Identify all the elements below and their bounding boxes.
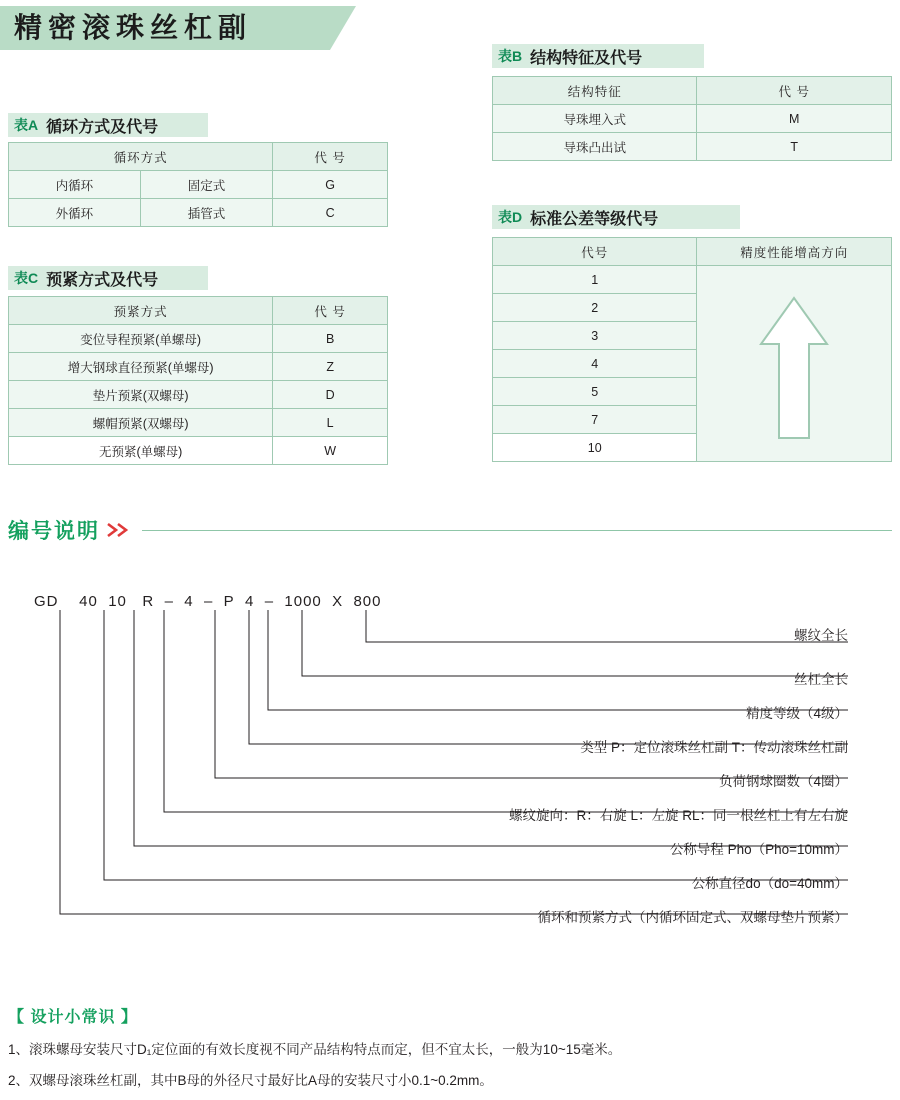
design-tip-item: 2、双螺母滚珠丝杠副，其中B母的外径尺寸最好比A母的安装尺寸小0.1~0.2mm。 (8, 1073, 493, 1088)
table-b-caption (492, 44, 704, 68)
table-b (492, 76, 892, 161)
table-row (493, 105, 892, 133)
table-row (9, 199, 388, 227)
table-c-cell: 螺帽预紧(双螺母) (9, 409, 273, 437)
table-d-cell: 2 (493, 294, 697, 322)
double-chevron-right-icon (106, 522, 132, 538)
table-c-cell: L (273, 409, 388, 437)
design-tips-heading: 【 设计小常识 】 (8, 1009, 138, 1026)
table-row (9, 353, 388, 381)
table-b-header-row (493, 77, 892, 105)
table-c-col-header-1: 代 号 (273, 297, 388, 325)
table-d-cell: 7 (493, 406, 697, 434)
table-d-cell: 5 (493, 378, 697, 406)
table-a-cell: 内循环 (9, 171, 141, 199)
leader-line-diagram (0, 560, 900, 965)
code-part-thread-length: 800 (353, 593, 382, 610)
section-title: 编号说明 (8, 520, 100, 543)
code-dash-1: – (164, 593, 174, 610)
banner-tail-shape (330, 6, 356, 50)
table-c (8, 296, 388, 465)
code-part-do: 40 (79, 593, 98, 610)
table-d-col-header-1: 精度性能增高方向 (697, 238, 892, 266)
table-a-cell: 插管式 (140, 199, 273, 227)
table-d-cell: 3 (493, 322, 697, 350)
up-arrow-icon (759, 292, 829, 445)
table-a-col-header-1: 代 号 (273, 143, 388, 171)
table-d-header-row (493, 238, 892, 266)
table-d-tag: 表D (498, 209, 523, 225)
table-a-cell: C (273, 199, 388, 227)
table-row (9, 437, 388, 465)
table-c-tag: 表C (14, 270, 39, 286)
table-row (9, 325, 388, 353)
legend-accuracy-grade: 精度等级（4级） (745, 706, 848, 721)
table-c-header-row (9, 297, 388, 325)
table-a-cell: 固定式 (140, 171, 273, 199)
table-a-tag: 表A (14, 117, 39, 133)
code-part-hand: R (142, 593, 155, 610)
table-c-title: 预紧方式及代号 (46, 271, 159, 289)
code-part-pho: 10 (108, 593, 127, 610)
code-part-type: P (223, 593, 235, 610)
table-c-col-header-0: 预紧方式 (9, 297, 273, 325)
table-d-cell: 1 (493, 266, 697, 294)
table-d-cell: 4 (493, 350, 697, 378)
page-title-banner (0, 6, 356, 50)
table-row (9, 381, 388, 409)
code-part-turns: 4 (184, 593, 194, 610)
table-d-cell: 10 (493, 434, 697, 462)
table-c-cell: W (273, 437, 388, 465)
table-d (492, 237, 892, 462)
table-d-caption (492, 205, 740, 229)
table-d-title: 标准公差等级代号 (530, 210, 659, 228)
table-row (9, 171, 388, 199)
table-b-cell: M (697, 105, 892, 133)
table-row (493, 266, 892, 294)
page-title: 精密滚珠丝杠副 (14, 12, 253, 43)
table-row (9, 409, 388, 437)
table-a-header-row (9, 143, 388, 171)
design-tip-item: 1、滚珠螺母安装尺寸D₁定位面的有效长度视不同产品结构特点而定，但不宜太长，一般为10~15毫米。 (8, 1042, 622, 1057)
legend-thread-length: 螺纹全长 (794, 628, 848, 643)
table-b-cell: T (697, 133, 892, 161)
legend-thread-direction: 螺纹旋向：R：右旋 L：左旋 RL：同一根丝杠上有左右旋 (508, 808, 848, 823)
table-b-cell: 导珠埋入式 (493, 105, 697, 133)
numbering-section-heading (8, 515, 892, 545)
table-a-title: 循环方式及代号 (46, 118, 159, 136)
code-part-gd: GD (34, 593, 59, 610)
legend-type: 类型 P：定位滚珠丝杠副 T：传动滚珠丝杠副 (580, 740, 848, 755)
table-c-cell: 垫片预紧(双螺母) (9, 381, 273, 409)
precision-direction-cell (697, 266, 892, 462)
table-d-col-header-0: 代号 (493, 238, 697, 266)
table-c-cell: 变位导程预紧(单螺母) (9, 325, 273, 353)
legend-nominal-diameter: 公称直径do（do=40mm） (691, 876, 848, 891)
section-divider (142, 530, 892, 531)
code-dash-3: – (264, 593, 275, 610)
table-c-cell: D (273, 381, 388, 409)
table-a-cell: 外循环 (9, 199, 141, 227)
legend-nominal-lead: 公称导程 Pho（Pho=10mm） (669, 842, 848, 857)
table-b-col-header-0: 结构特征 (493, 77, 697, 105)
table-a-caption (8, 113, 208, 137)
legend-ball-turns: 负荷钢球圈数（4圈） (718, 774, 848, 789)
code-dash-2: – (203, 593, 214, 610)
table-c-caption (8, 266, 208, 290)
legend-circulation-preload: 循环和预紧方式（内循环固定式、双螺母垫片预紧） (537, 910, 848, 925)
code-part-grade: 4 (245, 593, 255, 610)
table-b-cell: 导珠凸出试 (493, 133, 697, 161)
table-b-title: 结构特征及代号 (530, 49, 643, 67)
table-a (8, 142, 388, 227)
table-b-tag: 表B (498, 48, 523, 64)
table-c-cell: Z (273, 353, 388, 381)
table-c-cell: 增大钢球直径预紧(单螺母) (9, 353, 273, 381)
table-c-cell: B (273, 325, 388, 353)
legend-screw-length: 丝杠全长 (794, 672, 848, 687)
table-b-col-header-1: 代 号 (697, 77, 892, 105)
table-c-cell: 无预紧(单螺母) (9, 437, 273, 465)
table-a-col-header-0: 循环方式 (9, 143, 273, 171)
table-row (493, 133, 892, 161)
code-part-x: X (332, 593, 344, 610)
table-a-cell: G (273, 171, 388, 199)
code-part-screw-length: 1000 (284, 593, 322, 610)
